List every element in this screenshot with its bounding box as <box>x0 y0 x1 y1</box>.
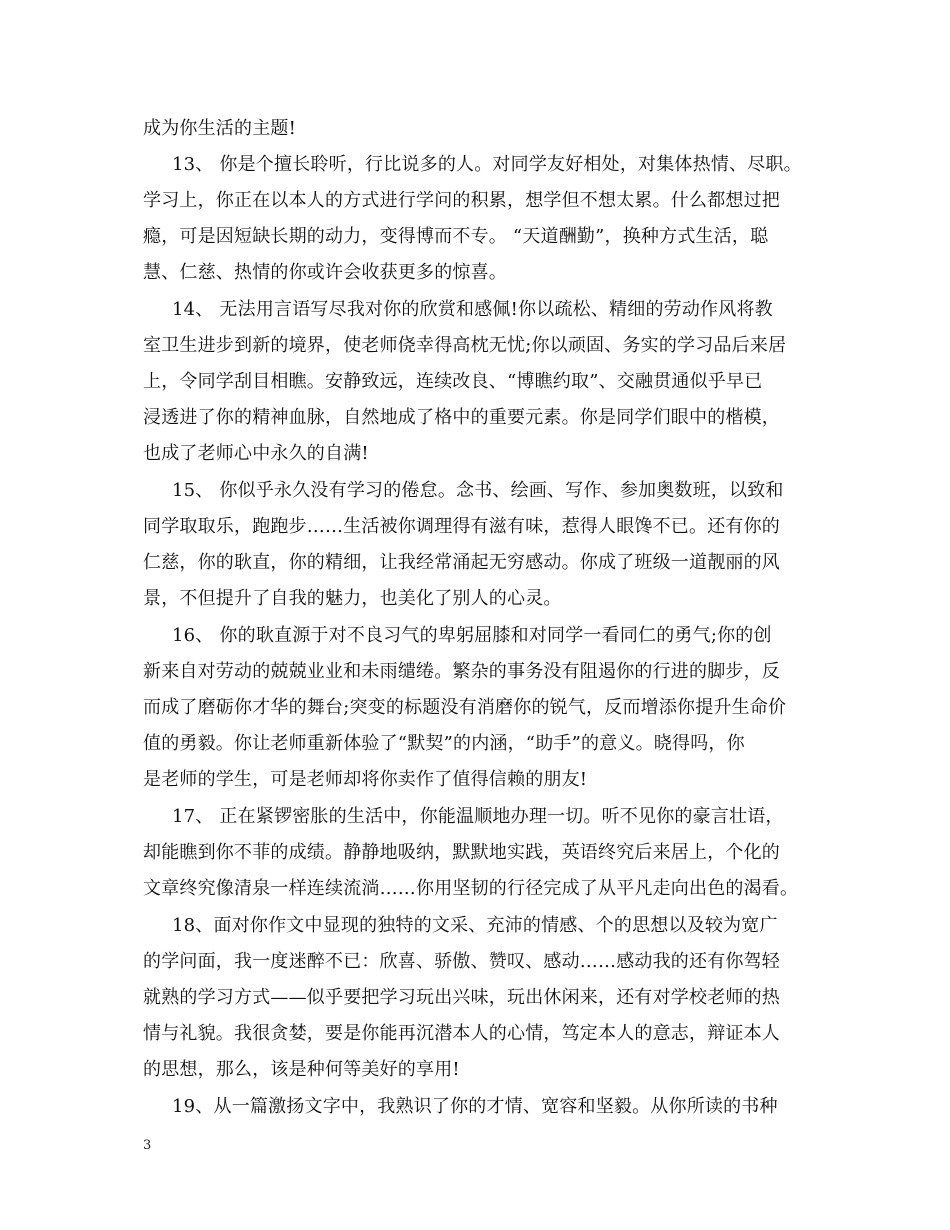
text-line: 成为你生活的主题! <box>143 118 297 139</box>
paragraph-19-line: 19、从一篇激扬文字中，我熟识了你的才情、宽容和坚毅。从你所读的书种 <box>172 1096 778 1117</box>
text-line: 的学问面，我一度迷醉不已：欣喜、骄傲、赞叹、感动……感动我的还有你驾轻 <box>143 951 780 972</box>
text-line: 瘾，可是因短缺长期的动力，变得博而不专。 “天道酬勤”，换种方式生活，聪 <box>143 226 769 247</box>
text-line: 上，令同学刮目相瞧。安静致远，连续改良、“博瞧约取”、交融贯通似乎早已 <box>143 371 763 392</box>
text-line: 而成了磨砺你才华的舞台;突变的标题没有消磨你的锐气，反而增添你提升生命价 <box>143 697 787 718</box>
paragraph-14-line: 14、 无法用言语写尽我对你的欣赏和感佩!你以疏松、精细的劳动作风将教 <box>172 299 773 320</box>
page-number: 3 <box>143 1138 152 1153</box>
text-line: 学习上，你正在以本人的方式进行学问的积累，想学但不想太累。什么都想过把 <box>143 190 780 211</box>
text-line: 新来自对劳动的兢兢业业和未雨缱绻。繁杂的事务没有阻遏你的行进的脚步，反 <box>143 661 780 682</box>
text-line: 的思想，那么，该是种何等美好的享用! <box>143 1059 460 1080</box>
paragraph-17-line: 17、 正在紧锣密胀的生活中，你能温顺地办理一切。听不见你的豪言壮语， <box>172 806 784 827</box>
paragraph-16-line: 16、 你的耿直源于对不良习气的卑躬屈膝和对同学一看同仁的勇气;你的创 <box>172 625 772 646</box>
text-line: 浸透进了你的精神血脉，自然地成了格中的重要元素。你是同学们眼中的楷模， <box>143 407 780 428</box>
text-line: 仁慈，你的耿直，你的精细，让我经常涌起无穷感动。你成了班级一道靓丽的风 <box>143 552 780 573</box>
text-line: 文章终究像清泉一样连续流淌……你用坚韧的行径完成了从平凡走向出色的渴看。 <box>143 878 799 899</box>
paragraph-13-line: 13、 你是个擅长聆听，行比说多的人。对同学友好相处，对集体热情、尽职。 <box>172 154 802 175</box>
text-line: 就熟的学习方式——似乎要把学习玩出兴味，玩出休闲来，还有对学校老师的热 <box>143 987 780 1008</box>
text-line: 值的勇毅。你让老师重新体验了“默契”的内涵，“助手”的意义。晓得吗，你 <box>143 733 745 754</box>
text-line: 却能瞧到你不菲的成绩。静静地吸纳，默默地实践，英语终究后来居上，个化的 <box>143 842 780 863</box>
text-line: 同学取取乐，跑跑步……生活被你调理得有滋有味，惹得人眼馋不已。还有你的 <box>143 516 780 537</box>
text-line: 是老师的学生，可是老师却将你卖作了值得信赖的朋友! <box>143 769 588 790</box>
text-line: 也成了老师心中永久的自满! <box>143 443 369 464</box>
paragraph-15-line: 15、 你似乎永久没有学习的倦怠。念书、绘画、写作、参加奥数班，以致和 <box>172 480 784 501</box>
paragraph-18-line: 18、面对你作文中显现的独特的文采、充沛的情感、个的思想以及较为宽广 <box>172 915 778 936</box>
text-line: 景，不但提升了自我的魅力，也美化了别人的心灵。 <box>143 588 562 609</box>
text-line: 情与礼貌。我很贪婪，要是你能再沉潜本人的心情，笃定本人的意志，辩证本人 <box>143 1023 780 1044</box>
text-line: 室卫生进步到新的境界，使老师侥幸得高枕无忧;你以顽固、务实的学习品后来居 <box>143 335 787 356</box>
text-line: 慧、仁慈、热情的你或许会收获更多的惊喜。 <box>143 262 507 283</box>
